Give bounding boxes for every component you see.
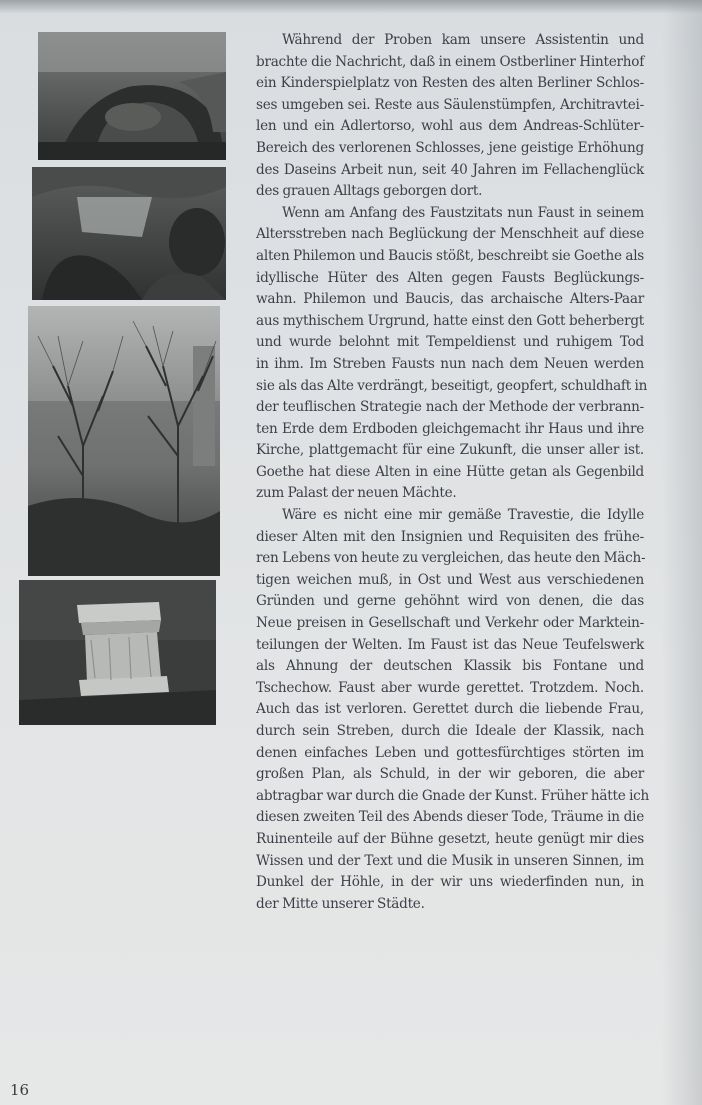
text-line: ein Kinderspielplatz von Resten des alten Berliner Schlos- <box>256 75 644 92</box>
text-line: als Ahnung der deutschen Klassik bis Fontane und <box>256 658 644 675</box>
text-line: wahn. Philemon und Baucis, das archaische Alters-Paar <box>256 291 644 308</box>
paragraph-1 <box>256 30 644 203</box>
photo-courtyard-ruins <box>32 167 226 300</box>
photo-bare-trees <box>28 306 220 576</box>
text-line: teilungen der Welten. Im Faust ist das Neue Teufelswerk <box>256 636 644 653</box>
page-gutter-shadow <box>662 0 702 1105</box>
text-line: Gründen und gerne gehöhnt wird von denen, die das <box>256 593 644 610</box>
text-line: abtragbar war durch die Gnade der Kunst. Früher hätte ich <box>256 787 650 804</box>
text-line: Wissen und der Text und die Musik in unseren Sinnen, im <box>256 852 644 869</box>
text-line: alten Philemon und Baucis stößt, beschreibt sie Goethe als <box>256 247 645 264</box>
text-line: ten Erde dem Erdboden gleichgemacht ihr Haus und ihre <box>256 420 644 437</box>
text-line: Dunkel der Höhle, in der wir uns wiederfinden nun, in <box>256 874 644 891</box>
text-line: großen Plan, als Schuld, in der wir geboren, die aber <box>256 766 644 783</box>
text-line: Wäre es nicht eine mir gemäße Travestie, die Idylle <box>282 507 644 524</box>
text-line: Neue preisen in Gesellschaft und Verkehr oder Marktein- <box>256 615 644 632</box>
paragraph-3 <box>256 505 650 915</box>
text-line: Ruinenteile auf der Bühne gesetzt, heute genügt mir dies <box>256 830 644 847</box>
text-line: Auch das ist verloren. Gerettet durch die liebende Frau, <box>256 701 644 718</box>
text-line: der Mitte unserer Städte. <box>256 895 425 912</box>
text-line: Während der Proben kam unsere Assistentin und <box>282 32 644 48</box>
text-line: Wenn am Anfang des Faustzitats nun Faust in seinem <box>282 204 644 221</box>
text-line: diesen zweiten Teil des Abends dieser Tode, Träume in die <box>256 809 644 826</box>
paragraph-2 <box>256 203 648 505</box>
text-line: zum Palast der neuen Mächte. <box>256 485 457 502</box>
text-line: denen einfaches Leben und gottesfürchtiges störten im <box>256 744 644 761</box>
text-line: sie als das Alte verdrängt, beseitigt, geopfert, schuldhaft in <box>256 377 648 394</box>
text-line: brachte die Nachricht, daß in einem Ostberliner Hinterhof <box>256 53 644 70</box>
text-line: in ihm. Im Streben Fausts nun nach dem Neuen werden <box>256 355 644 372</box>
text-line: Bereich des verlorenen Schlosses, jene geistige Erhöhung <box>256 139 644 156</box>
text-line: und wurde belohnt mit Tempeldienst und ruhigem Tod <box>256 334 644 351</box>
photo-column-fragment <box>19 580 216 725</box>
text-line: aus mythischem Urgrund, hatte einst den Gott beherbergt <box>256 312 644 329</box>
text-line: idyllische Hüter des Alten gegen Fausts Beglückungs- <box>256 269 644 286</box>
page-edge-shadow <box>0 0 702 14</box>
text-line: ren Lebens von heute zu vergleichen, das heute den Mäch- <box>256 550 646 567</box>
main-text <box>256 30 650 915</box>
text-line: Altersstreben nach Beglückung der Menschheit auf diese <box>256 226 644 243</box>
photo-eagle-torso <box>38 32 226 160</box>
text-line: dieser Alten mit den Insignien und Requisiten des frühe- <box>256 528 644 545</box>
text-line: der teuflischen Strategie nach der Methode der verbrann- <box>256 399 644 416</box>
page-number: 16 <box>10 1081 30 1099</box>
text-line: des Daseins Arbeit nun, seit 40 Jahren im Fellachenglück <box>256 161 644 178</box>
text-line: durch sein Streben, durch die Ideale der Klassik, nach <box>256 723 644 739</box>
text-line: des grauen Alltags geborgen dort. <box>256 183 483 200</box>
text-line: len und ein Adlertorso, wohl aus dem Andreas-Schlüter- <box>256 118 644 135</box>
text-line: ses umgeben sei. Reste aus Säulenstümpfen, Architravtei- <box>256 96 644 113</box>
text-line: Kirche, plattgemacht für eine Zukunft, die unser aller ist. <box>256 442 644 459</box>
text-line: Tschechow. Faust aber wurde gerettet. Trotzdem. Noch. <box>256 679 644 696</box>
text-line: tigen weichen muß, in Ost und West aus verschiedenen <box>256 571 644 588</box>
text-line: Goethe hat diese Alten in eine Hütte getan als Gegenbild <box>256 463 644 480</box>
